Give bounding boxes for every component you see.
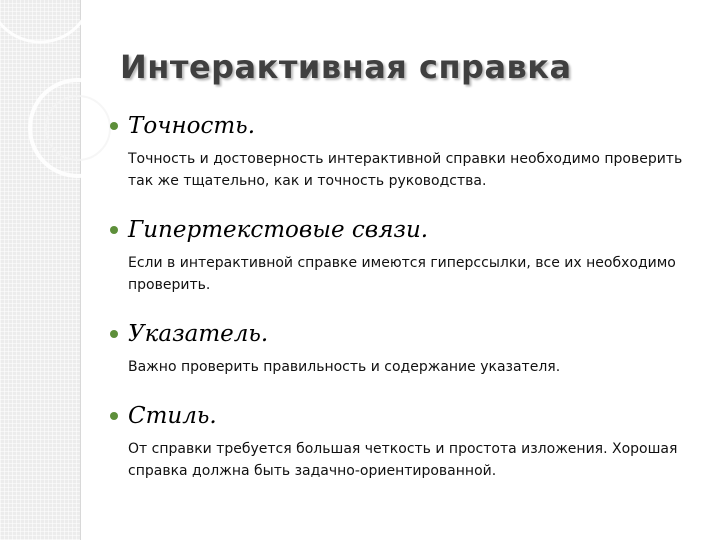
bullet-icon: [110, 226, 118, 234]
bullet-icon: [110, 122, 118, 130]
section-text: Если в интерактивной справке имеются гиперссылки, все их необходимо проверить.: [128, 255, 676, 293]
bullet-icon: [110, 330, 118, 338]
section-heading: [110, 108, 708, 144]
section-text: От справки требуется большая четкость и простота изложения. Хорошая справка должна быть задачно-ориентированной.: [128, 441, 678, 479]
section-heading: [110, 212, 708, 248]
section-heading: [110, 398, 708, 434]
section-heading-text: Гипертекстовые связи.: [128, 217, 429, 243]
slide-content: [128, 108, 708, 502]
slide-title: Интерактивная справка: [120, 48, 572, 86]
section-heading-text: Указатель.: [128, 321, 269, 347]
bullet-icon: [110, 412, 118, 420]
section-heading: [110, 316, 708, 352]
section-text: Важно проверить правильность и содержание указателя.: [128, 359, 561, 375]
section-text: Точность и достоверность интерактивной справки необходимо проверить так же тщательно, как и точность руководства.: [128, 151, 683, 189]
section-heading-text: Точность.: [128, 113, 256, 139]
section-heading-text: Стиль.: [128, 403, 217, 429]
